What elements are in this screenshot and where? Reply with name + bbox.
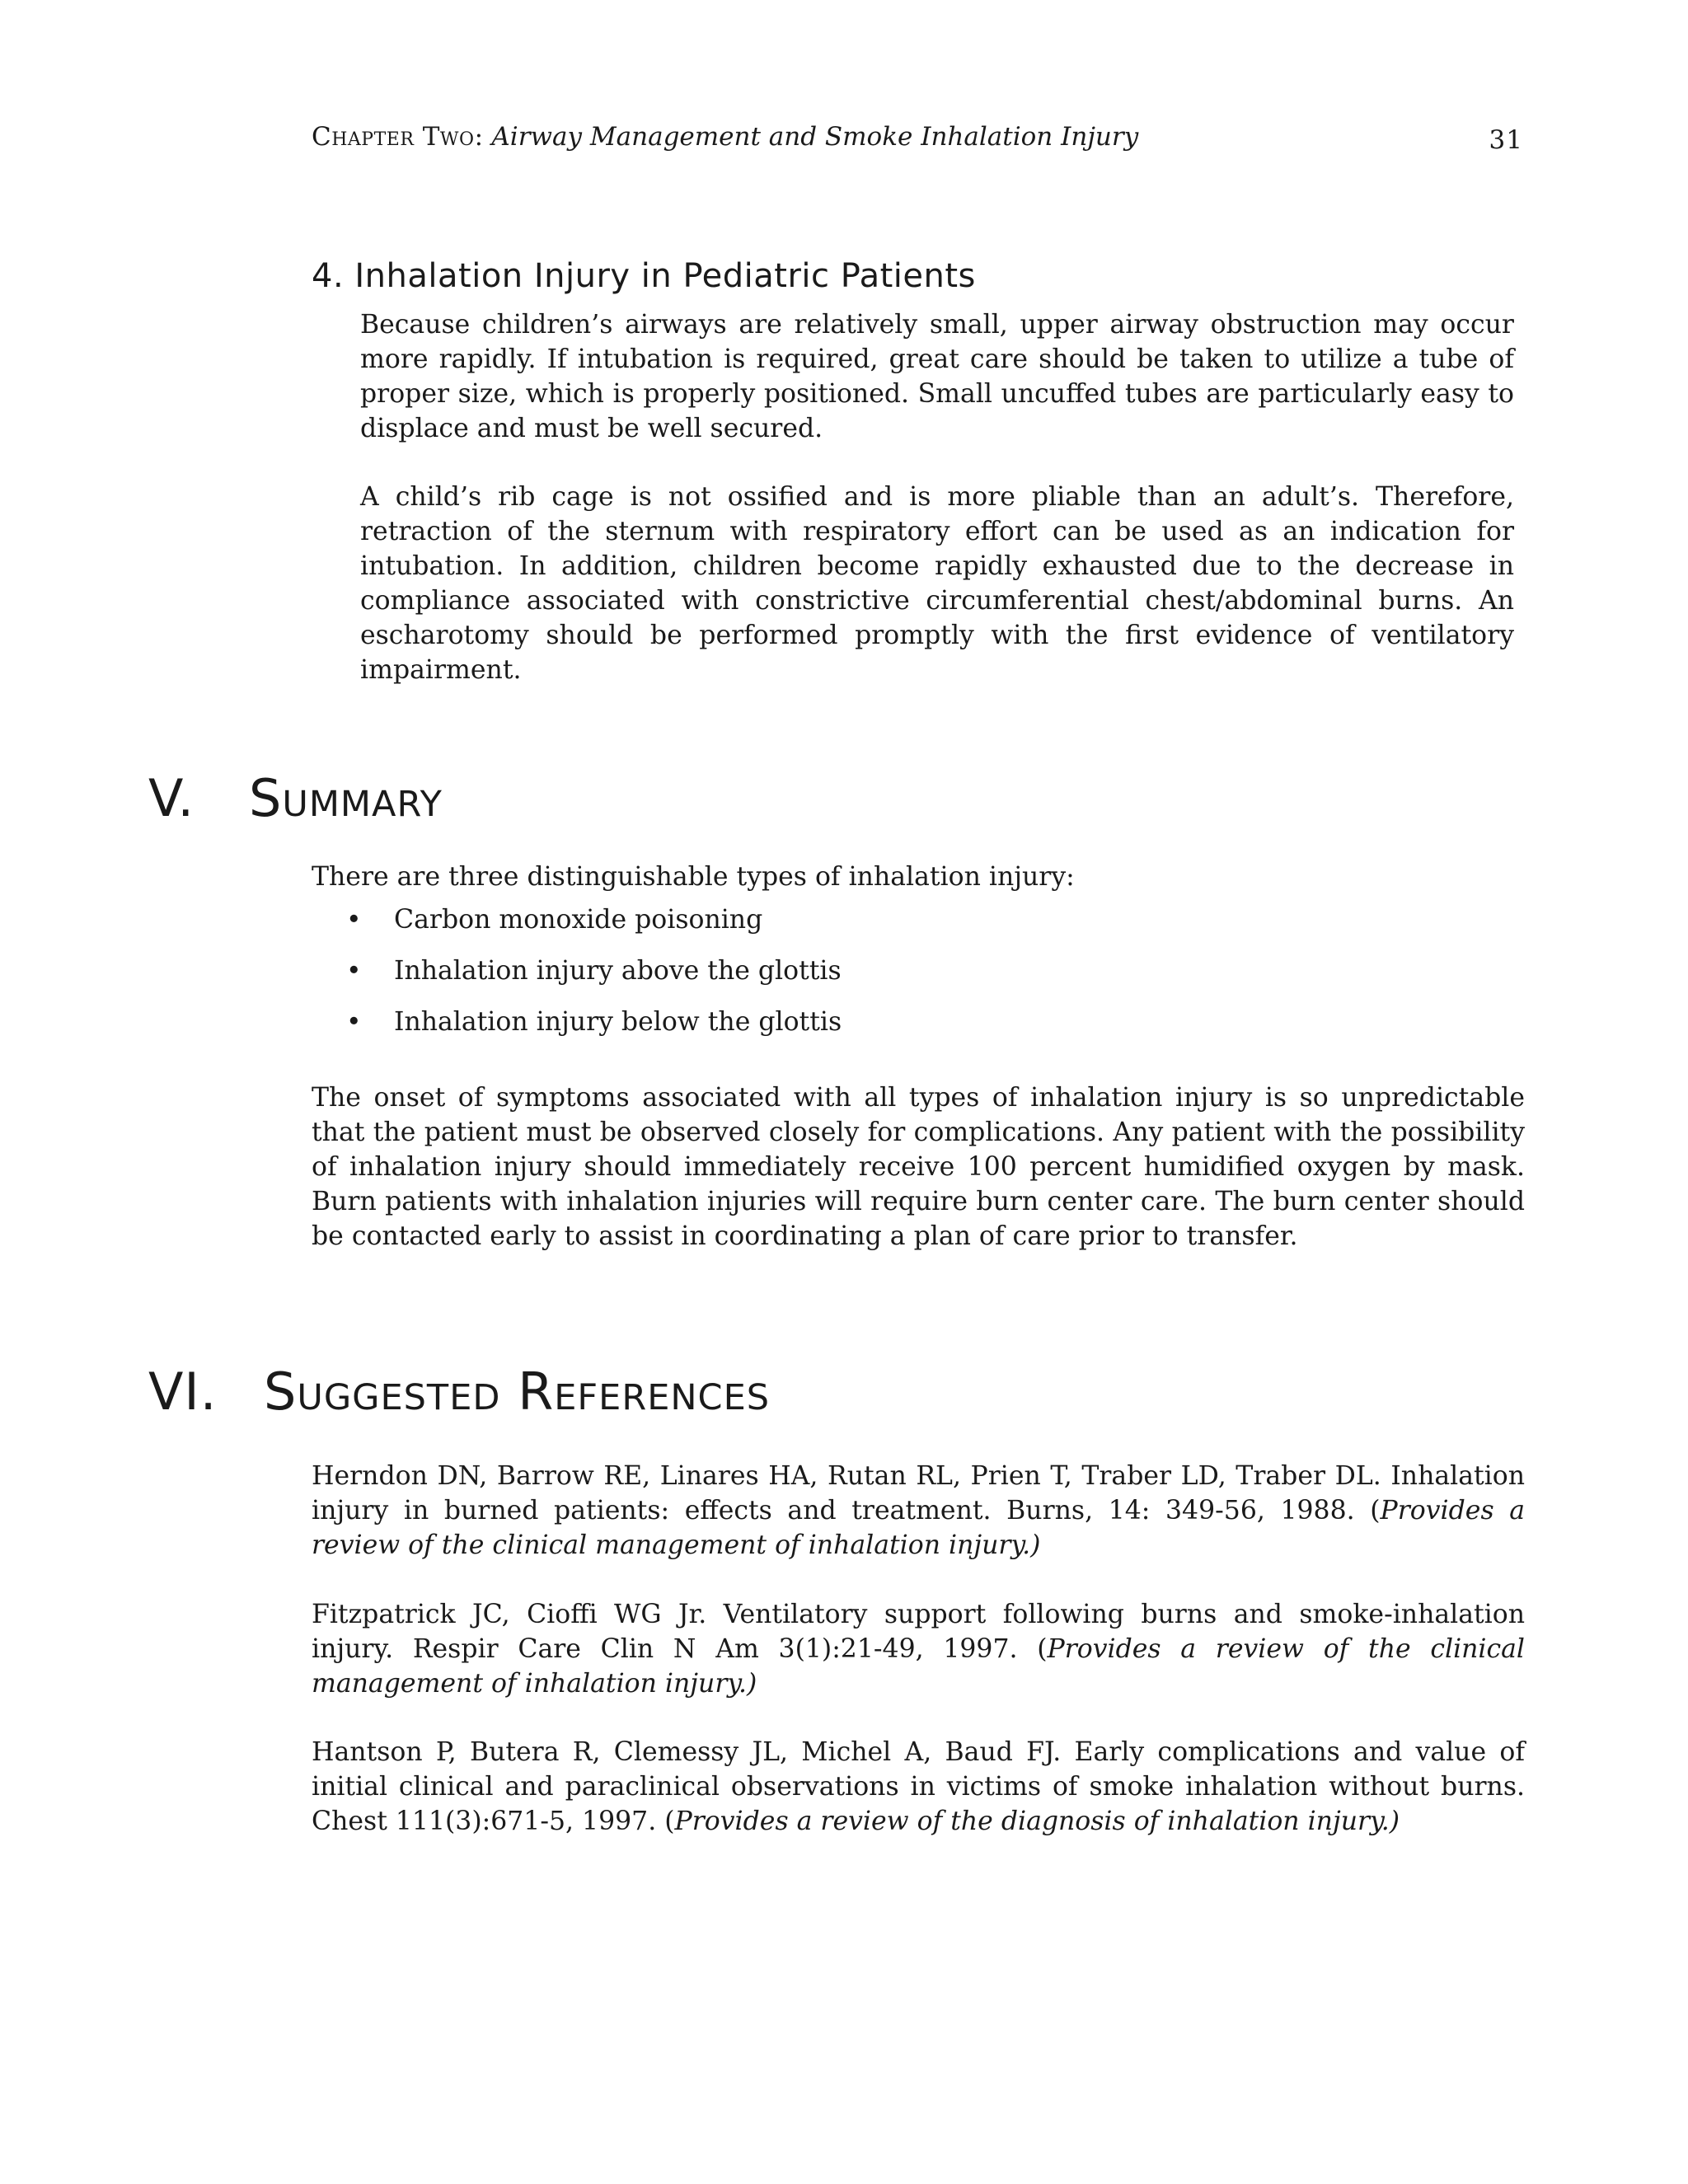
reference-citation: Hantson P, Butera R, Clemessy JL, Michel A, Baud FJ. Early complications and value of initial clinical and paraclinical observations in victims of smoke inhalation without burns. Chest 111(3):671-5, 1997. ( (312, 1737, 1525, 1836)
running-header (312, 122, 1523, 163)
pediatric-paragraph-2: A child’s rib cage is not ossified and is more pliable than an adult’s. Therefore, retraction of the sternum with respiratory effort can be used as an indication for intubation. In addition, children become rapidly exhausted due to the decrease in compliance associated with constrictive circumferential chest/abdominal burns. An escharotomy should be performed promptly with the first evidence of ventilatory impairment. (360, 482, 1514, 685)
page-number: 31 (1489, 125, 1523, 155)
bullet-text: Inhalation injury below the glottis (394, 1007, 842, 1037)
references-title: Suggested References (264, 1361, 771, 1422)
bullet-icon: • (346, 1007, 362, 1037)
reference-citation: Fitzpatrick JC, Cioffi WG Jr. Ventilatory support following burns and smoke-inhalation injury. Respir Care Clin N Am 3(1):21-49, 1997. ( (312, 1600, 1525, 1664)
references-heading (148, 1361, 770, 1422)
list-item (346, 954, 1500, 1005)
bullet-text: Carbon monoxide poisoning (394, 905, 763, 935)
summary-bullet-list (346, 902, 1500, 1056)
summary-heading (148, 768, 443, 828)
pediatric-paragraph-1: Because children’s airways are relatively small, upper airway obstruction may occur more rapidly. If intubation is required, great care should be taken to utilize a tube of proper size, which is properly positioned. Small uncuffed tubes are particularly easy to displace and must be well secured. (360, 310, 1514, 443)
header-chapter: Chapter Two: (312, 122, 484, 152)
list-item (346, 902, 1500, 954)
references-number: VI. (148, 1361, 218, 1422)
reference-note: Provides a review of the diagnosis of inhalation injury.) (674, 1807, 1400, 1836)
summary-paragraph: The onset of symptoms associated with all types of inhalation injury is so unpredictable that the patient must be observed closely for complications. Any patient with the possibility of inhalation injury should immediately receive 100 percent humidified oxygen by mask. Burn patients with inhalation injuries will require burn center care. The burn center should be contacted early to assist in coordinating a plan of care prior to transfer. (312, 1083, 1525, 1251)
bullet-icon: • (346, 905, 362, 935)
reference-citation: Herndon DN, Barrow RE, Linares HA, Rutan RL, Prien T, Traber LD, Traber DL. Inhalation injury in burned patients: effects and treatment. Burns, 14: 349-56, 1988. ( (312, 1461, 1525, 1526)
summary-title: Summary (249, 768, 443, 828)
summary-intro: There are three distinguishable types of inhalation injury: (312, 862, 1075, 892)
list-item (346, 1005, 1500, 1056)
header-title: Airway Management and Smoke Inhalation Injury (491, 122, 1139, 152)
reference-item (312, 1735, 1525, 1839)
reference-item (312, 1459, 1525, 1563)
bullet-icon: • (346, 956, 362, 986)
bullet-text: Inhalation injury above the glottis (394, 956, 842, 986)
reference-item (312, 1597, 1525, 1701)
reference-note: Provides a review of the clinical management of inhalation injury.) (312, 1496, 1525, 1560)
summary-number: V. (148, 768, 195, 828)
pediatric-heading: 4. Inhalation Injury in Pediatric Patients (312, 257, 976, 295)
reference-note: Provides a review of the clinical management of inhalation injury.) (312, 1634, 1525, 1699)
